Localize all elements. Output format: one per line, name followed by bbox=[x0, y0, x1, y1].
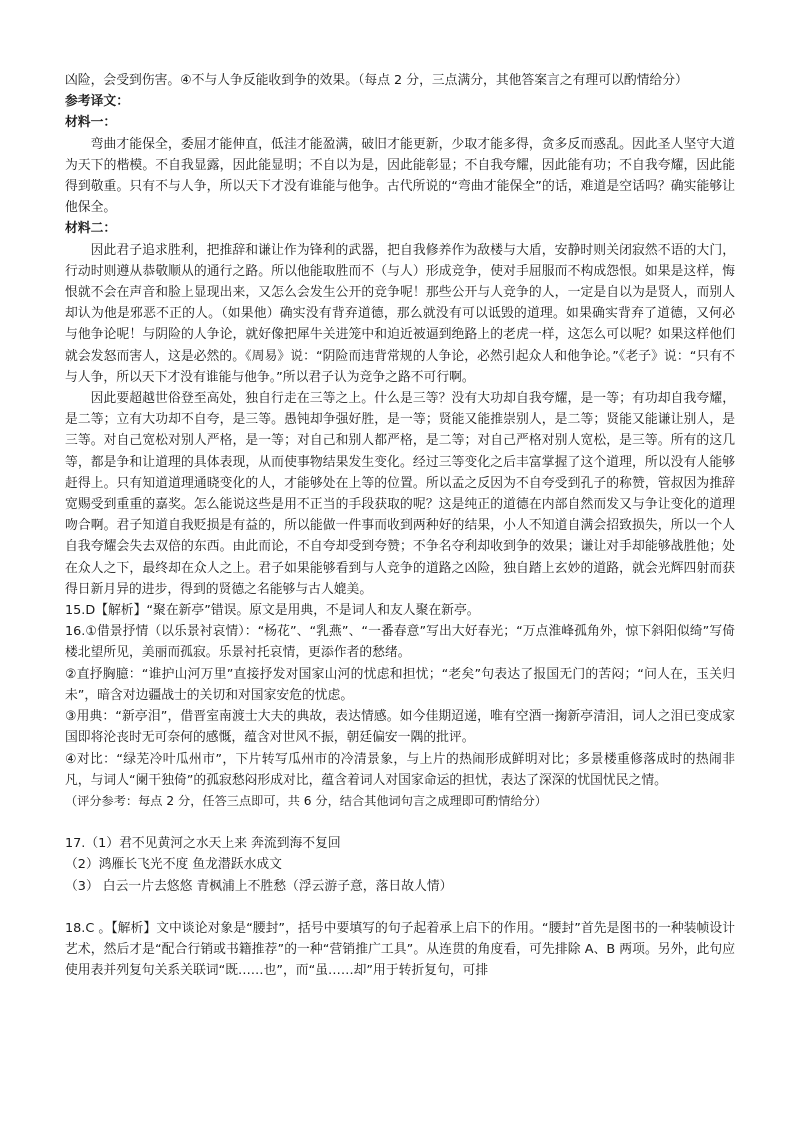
answer-q16-point-2: ②直抒胸臆：“谁护山河万里”直接抒发对国家山河的忧虑和担忧；“老矣”句表达了报国无门的苦闷；“问人在，玉关归未”，暗含对边疆战士的关切和对国家安危的忧虑。 bbox=[65, 666, 735, 703]
answer-q15: 15.D【解析】“聚在新亭”错误。原文是用典，不是词人和友人聚在新亭。 bbox=[65, 603, 480, 619]
answer-continuation: 凶险，会受到伤害。④不与人争反能收到争的效果。（每点 2 分，三点满分，其他答案言之有理可以酌情给分） bbox=[65, 73, 688, 88]
material-one-text: 弯曲才能保全，委屈才能伸直，低洼才能盈满，破旧才能更新，少取才能多得，贪多反而惑乱。因此圣人坚守大道为天下的楷模。不自我显露，因此能显明；不自以为是，因此能彰显；不自我夸耀，因此能有功；不自我夸耀，因此能得到敬重。只有不与人争，所以天下才没有谁能与他争。古代所说的“弯曲才能保全”的话，难道是空话吗？确实能够让他保全。 bbox=[65, 136, 735, 216]
document-page bbox=[65, 70, 735, 981]
material-two-paragraph-2: 因此要超越世俗登至高处，独自行走在三等之上。什么是三等？没有大功却自我夸耀，是一等；有功却自我夸耀，是二等；立有大功却不自夸，是三等。愚钝却争强好胜，是一等；贤能又能推崇别人，是二等；贤能又能谦让别人，是三等。对自己宽松对别人严格，是一等；对自己和别人都严格，是二等；对自己严格对别人宽松，是三等。所有的这几等，都是争和让道理的具体表现，从而使事物结果发生变化。经过三等变化之后丰富掌握了这个道理，所以没有人能够赶得上。只有知道道理通晓变化的人，才能够处在上等的位置。所以孟之反因为不自夸受到孔子的称赞，管叔因为推辞宽赐受到重重的嘉奖。怎么能说这些是用不正当的手段获取的呢？这是纯正的道德在内部自然而发又与争让变化的道理吻合啊。君子知道自我贬损是有益的，所以能做一件事而收到两种好的结果，小人不知道自满会招致损失，所以一个人自我夸耀会失去双倍的东西。由此而论，不自夸却受到夸赞；不争名夺利却收到争的效果；谦让对手却能够战胜他；处在众人之下，最终却在众人之上。君子如果能够看到与人竞争的道路之凶险，独自踏上玄妙的道路，就会光辉四射而获得日新月异的进步，得到的贤德之名能够与古人媲美。 bbox=[65, 391, 735, 597]
material-two-heading: 材料二： bbox=[65, 221, 117, 237]
answer-q16-point-3: ③用典：“新亭泪”，借晋室南渡士大夫的典故，表达情感。如今佳期迢递，唯有空酒一掬新亭清泪，词人之泪已变成家国即将沦丧时无可奈何的感慨，蕴含对世风不振，朝廷偏安一隅的批评。 bbox=[65, 709, 735, 746]
answer-q16-scoring-note: （评分参考：每点 2 分，任答三点即可，共 6 分，结合其他词句言之成理即可酌情给分） bbox=[65, 793, 547, 808]
material-two-paragraph-1: 因此君子追求胜利，把推辞和谦让作为锋利的武器，把自我修养作为敌楼与大盾，安静时则关闭寂然不语的大门，行动时则遵从恭敬顺从的通行之路。所以他能取胜而不（与人）形成竞争，使对手屈服而不构成怨恨。如果是这样，悔恨就不会在声音和脸上显现出来，又怎么会发生公开的竞争呢！那些公开与人竞争的人，一定是自以为是贤人，而别人却认为他是邪恶不正的人。（如果他）确实没有背弃道德，那么就没有可以诋毁的道理。如果确实背弃了道德，又何必与他争论呢！与阴险的人争论，就好像把犀牛关进笼中和迫近被逼到绝路上的老虎一样，这怎么可以呢？如果这样他们就会发怒而害人，这是必然的。《周易》说：“阴险而违背常规的人争论，必然引起众人和他争论。”《老子》说：“只有不与人争，所以天下才没有谁能与他争。”所以君子认为竞争之路不可行啊。 bbox=[65, 242, 735, 385]
material-one-heading: 材料一： bbox=[65, 115, 117, 131]
answer-q16-point-4: ④对比：“绿芜冷叶瓜州市”，下片转写瓜州市的冷清景象，与上片的热闹形成鲜明对比；多景楼重修落成时的热闹非凡，与词人“阑干独倚”的孤寂愁闷形成对比，蕴含着词人对国家命运的担忧，表达了深深的忧国忧民之情。 bbox=[65, 751, 735, 788]
answer-q18: 18.C 。【解析】文中谈论对象是“腰封”，括号中要填写的句子起着承上启下的作用。“腰封”首先是图书的一种装帧设计艺术，然后才是“配合行销或书籍推荐”的一种“营销推广工具”。从连贯的角度看，可先排除 A、B 两项。另外，此句应使用表并列复句关系关联词“既……也”，而“虽……却”用于转折复句，可排 bbox=[65, 920, 735, 979]
translation-heading: 参考译文： bbox=[65, 94, 129, 110]
answer-q17-2: （2）鸿雁长飞光不度 鱼龙潜跃水成文 bbox=[65, 857, 282, 873]
answer-q16-point-1: 16.①借景抒情（以乐景衬哀情）：“杨花”、“乳燕”、“一番春意”写出大好春光；“万点淮峰孤角外，惊下斜阳似绮”写倚楼北望所见，美丽而孤寂。乐景衬托哀情，更添作者的愁绪。 bbox=[65, 624, 735, 661]
answer-q17-3: （3） 白云一片去悠悠 青枫浦上不胜愁（浮云游子意，落日故人情） bbox=[65, 878, 453, 894]
answer-q17-1: 17.（1）君不见黄河之水天上来 奔流到海不复回 bbox=[65, 836, 341, 852]
